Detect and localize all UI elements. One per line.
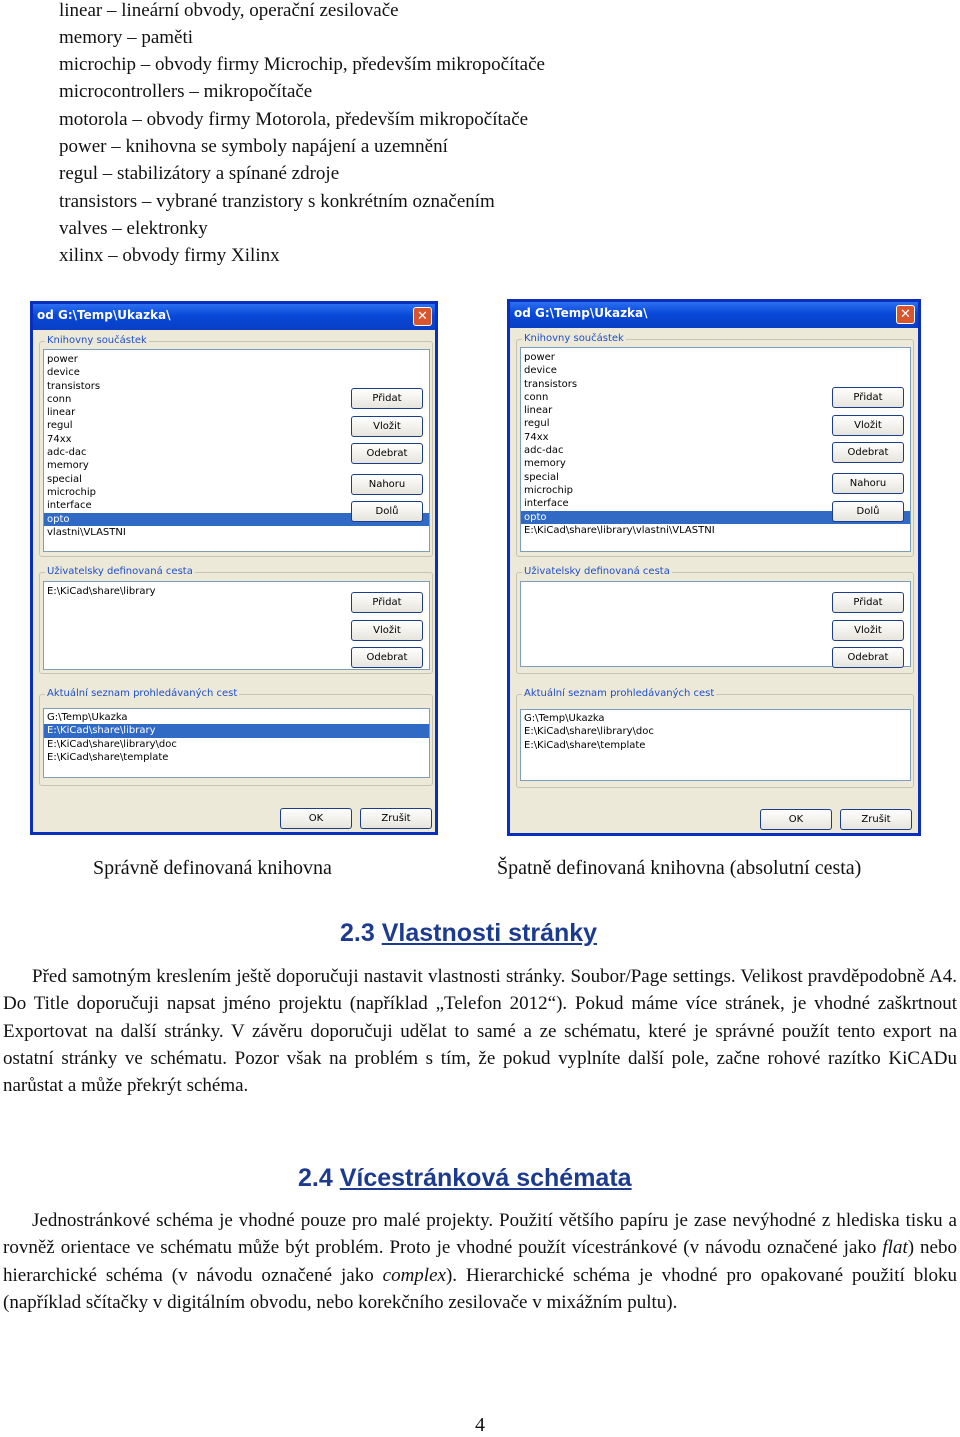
dialog-title: od G:\Temp\Ukazka\ [514, 306, 648, 320]
search-paths-listbox[interactable] [43, 708, 430, 778]
list-item[interactable]: device [47, 367, 80, 379]
list-item[interactable]: special [47, 473, 82, 485]
section-heading-2-3 [340, 919, 597, 948]
list-item[interactable]: conn [524, 391, 549, 403]
paragraph-text: Před samotným kreslením ještě doporučuji nastavit vlastnosti stránky. Soubor/Page settings. Velikost pravděpodobně A4. Do Title doporučuji napsat jméno projektu (například „Telefon 2012“). Pokud máme více stránek, je vhodné zaškrtnout Exportovat na další stránky. V závěru doporučuji udělat to samé a ze schématu, které je správné použít tento export na ostatní stránky ve schématu. Pozor však na problém s tím, že pokud vyplníte další pole, začne rohové razítko KiCADu narůstat a může překrýt schéma. [3, 966, 957, 1097]
list-item: power – knihovna se symboly napájení a uzemnění [59, 136, 448, 157]
group-label: Knihovny součástek [47, 335, 147, 346]
list-item[interactable]: special [524, 471, 559, 483]
section-heading-2-4 [298, 1164, 632, 1193]
section-2-3-paragraph [3, 963, 957, 1099]
list-item[interactable]: adc-dac [524, 445, 564, 457]
list-item-selected[interactable]: E:\KiCad\share\library [44, 724, 429, 737]
list-item[interactable]: memory [47, 460, 89, 472]
text-run: ) nebo hierarchické schéma (v návodu označené jako [3, 1237, 957, 1286]
list-item[interactable]: interface [524, 498, 569, 510]
list-item: xilinx – obvody firmy Xilinx [59, 245, 280, 266]
list-item[interactable]: 74xx [524, 431, 549, 443]
insert-library-button[interactable]: Vložit [351, 416, 423, 437]
add-path-button[interactable]: Přidat [832, 592, 904, 613]
list-item: microcontrollers – mikropočítače [59, 81, 313, 102]
list-item: microchip – obvody firmy Microchip, především mikropočítače [59, 54, 545, 75]
list-item[interactable]: device [524, 365, 557, 377]
library-dialog-wrong [507, 299, 921, 836]
list-item[interactable]: conn [47, 393, 72, 405]
remove-path-button[interactable]: Odebrat [832, 647, 904, 668]
list-item: motorola – obvody firmy Motorola, především mikropočítače [59, 109, 529, 130]
section-number: 2.3 [340, 919, 375, 947]
remove-library-button[interactable]: Odebrat [351, 443, 423, 464]
list-item-selected[interactable]: opto [521, 511, 910, 524]
group-label: Aktuální seznam prohledávaných cest [47, 688, 238, 699]
dialog-titlebar[interactable] [33, 304, 435, 330]
list-item[interactable]: E:\KiCad\share\library [47, 586, 156, 597]
remove-library-button[interactable]: Odebrat [832, 442, 904, 463]
text-run: Jednostránkové schéma je vhodné pouze pro malé projekty. Použití většího papíru je zase nevýhodné z hlediska tisku a rovněž orientace ve schématu může být problém. Proto je vhodné použít vícestránkové (v návodu označené jako [3, 1210, 957, 1259]
cancel-button[interactable]: Zrušit [360, 808, 432, 829]
ok-button[interactable]: OK [280, 808, 352, 829]
dialog-title: od G:\Temp\Ukazka\ [37, 308, 171, 322]
list-item[interactable]: memory [524, 458, 566, 470]
list-item[interactable]: linear [47, 407, 76, 419]
close-button[interactable]: ✕ [413, 307, 432, 326]
move-up-button[interactable]: Nahoru [351, 474, 423, 495]
term-flat: flat [882, 1237, 908, 1259]
list-item[interactable]: G:\Temp\Ukazka [47, 712, 128, 723]
list-item-selected[interactable]: opto [44, 513, 429, 526]
list-item[interactable]: 74xx [47, 433, 72, 445]
list-item[interactable]: vlastni\VLASTNI [47, 526, 126, 538]
list-item[interactable]: regul [524, 418, 550, 430]
list-item[interactable]: interface [47, 500, 92, 512]
list-item[interactable]: linear [524, 405, 553, 417]
search-paths-listbox[interactable] [520, 709, 911, 781]
page-number: 4 [475, 1414, 485, 1436]
section-2-4-paragraph [3, 1207, 957, 1316]
remove-path-button[interactable]: Odebrat [351, 647, 423, 668]
insert-path-button[interactable]: Vložit [832, 620, 904, 641]
cancel-button[interactable]: Zrušit [840, 809, 912, 830]
ok-button[interactable]: OK [760, 809, 832, 830]
add-path-button[interactable]: Přidat [351, 592, 423, 613]
figure-caption-wrong: Špatně definovaná knihovna (absolutní cesta) [497, 857, 862, 879]
list-item[interactable]: G:\Temp\Ukazka [524, 713, 605, 724]
move-down-button[interactable]: Dolů [832, 501, 904, 522]
list-item[interactable]: microchip [524, 484, 573, 496]
add-library-button[interactable]: Přidat [832, 387, 904, 408]
list-item: regul – stabilizátory a spínané zdroje [59, 163, 340, 184]
list-item: valves – elektronky [59, 218, 208, 239]
list-item[interactable]: adc-dac [47, 447, 87, 459]
list-item[interactable]: power [47, 354, 78, 365]
group-label: Uživatelsky definovaná cesta [47, 566, 193, 577]
library-dialog-correct [30, 301, 438, 835]
group-label: Aktuální seznam prohledávaných cest [524, 688, 715, 699]
list-item[interactable]: transistors [47, 380, 101, 392]
section-title[interactable]: Vícestránková schémata [339, 1164, 632, 1192]
figure-caption-correct: Správně definovaná knihovna [93, 857, 332, 879]
paragraph-text [3, 1207, 957, 1316]
group-label: Knihovny součástek [524, 333, 624, 344]
move-down-button[interactable]: Dolů [351, 501, 423, 522]
list-item: linear – lineární obvody, operační zesilovače [59, 0, 399, 21]
insert-library-button[interactable]: Vložit [832, 415, 904, 436]
list-item[interactable]: E:\KiCad\share\library\vlastni\VLASTNI [524, 524, 715, 536]
section-title[interactable]: Vlastnosti stránky [381, 919, 598, 947]
move-up-button[interactable]: Nahoru [832, 473, 904, 494]
list-item[interactable]: E:\KiCad\share\template [47, 751, 169, 763]
add-library-button[interactable]: Přidat [351, 388, 423, 409]
close-button[interactable]: ✕ [896, 305, 915, 324]
term-complex: complex [382, 1264, 446, 1286]
list-item[interactable]: E:\KiCad\share\library\doc [524, 726, 654, 738]
list-item: memory – paměti [59, 27, 194, 48]
group-label: Uživatelsky definovaná cesta [524, 566, 670, 577]
list-item[interactable]: regul [47, 420, 73, 432]
section-number: 2.4 [298, 1164, 333, 1192]
insert-path-button[interactable]: Vložit [351, 620, 423, 641]
list-item[interactable]: E:\KiCad\share\library\doc [47, 738, 177, 750]
dialog-titlebar[interactable] [510, 302, 918, 328]
text-run: ). Hierarchické schéma je vhodné pro opakované použití bloku (například sčítačky v digitálním obvodu, nebo korekčního zesilovače v mixážním pultu). [3, 1264, 957, 1313]
list-item[interactable]: E:\KiCad\share\template [524, 739, 646, 751]
list-item[interactable]: transistors [524, 378, 578, 390]
list-item[interactable]: power [524, 352, 555, 363]
list-item[interactable]: microchip [47, 486, 96, 498]
list-item: transistors – vybrané tranzistory s konkrétním označením [59, 191, 495, 212]
